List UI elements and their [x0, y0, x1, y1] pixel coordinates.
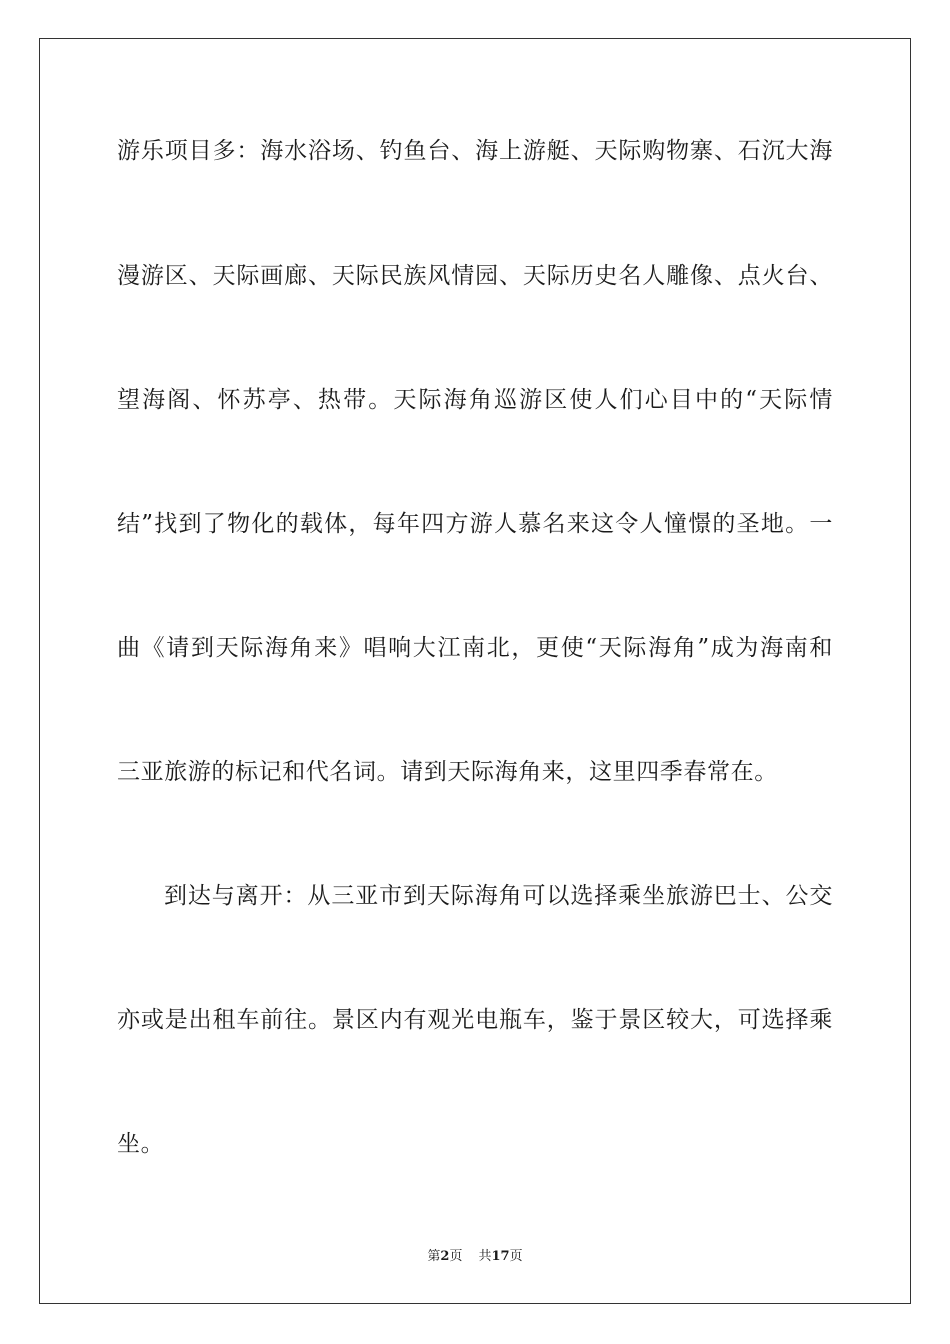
paragraph-line: 漫游区、天际画廊、天际民族风情园、天际历史名人雕像、点火台、 — [117, 263, 833, 289]
paragraph-line: 亦或是出租车前往。景区内有观光电瓶车，鉴于景区较大，可选择乘 — [117, 1007, 833, 1033]
total-pages-indicator: 共17页 — [478, 1249, 523, 1264]
page-border — [39, 38, 911, 1304]
paragraph-line: 曲《请到天际海角来》唱响大江南北，更使“天际海角”成为海南和 — [117, 635, 833, 661]
paragraph-line: 坐。 — [117, 1131, 165, 1157]
paragraph-line: 望海阁、怀苏亭、热带。天际海角巡游区使人们心目中的“天际情 — [117, 387, 833, 413]
paragraph-line: 结”找到了物化的载体，每年四方游人慕名来这令人憧憬的圣地。一 — [117, 511, 833, 537]
page-number: 2 — [440, 1249, 450, 1264]
paragraph-line: 游乐项目多：海水浴场、钓鱼台、海上游艇、天际购物寨、石沉大海 — [117, 138, 833, 164]
page-footer — [0, 1249, 950, 1265]
paragraph-line: 到达与离开：从三亚市到天际海角可以选择乘坐旅游巴士、公交 — [164, 883, 833, 909]
page-indicator: 第2页 — [427, 1249, 463, 1264]
total-pages: 17 — [491, 1249, 510, 1264]
paragraph-line: 三亚旅游的标记和代名词。请到天际海角来，这里四季春常在。 — [117, 759, 778, 785]
